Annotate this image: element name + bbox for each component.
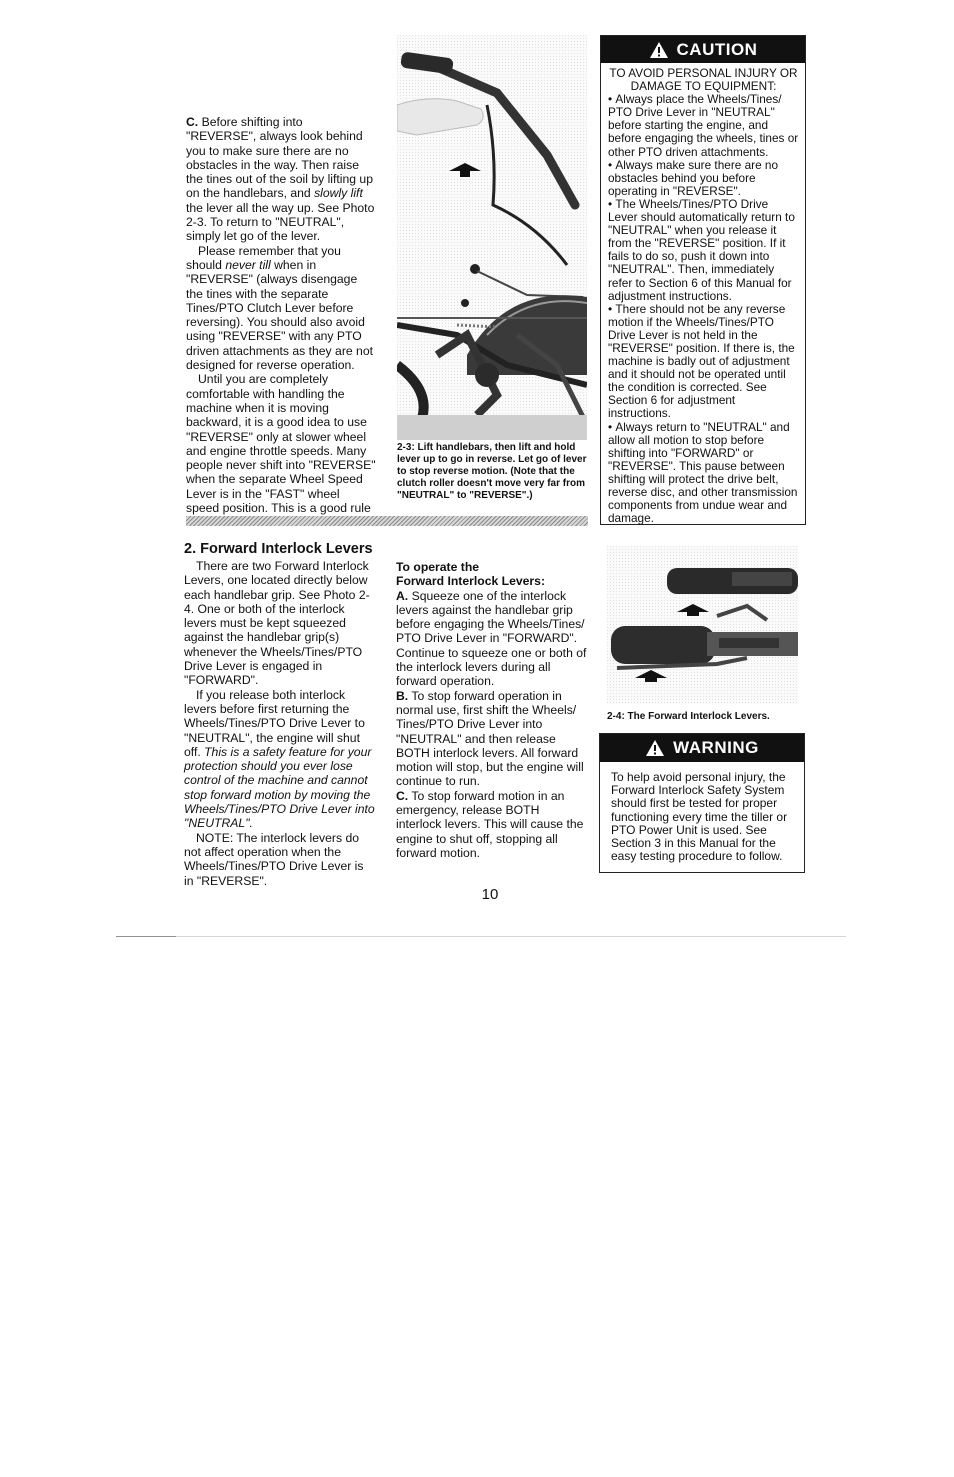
paragraph <box>184 688 376 831</box>
caution-item: • Always make sure there are no obstacles behind you before operating in "REVERSE". <box>608 159 799 198</box>
caution-lead: TO AVOID PERSONAL INJURY OR DAMAGE TO EQUIPMENT: <box>609 66 798 94</box>
emphasis: slowly lift <box>314 186 363 201</box>
step-b <box>396 689 588 789</box>
operate-instructions <box>396 560 588 860</box>
warning-triangle-icon <box>645 739 665 757</box>
label: C. <box>396 788 409 803</box>
warning-header <box>600 734 804 762</box>
text: Before shifting into "REVERSE", always look behind you to make sure there are no obstacles in the way. Then raise the tines out of the soil by lifting up on the handlebars, and <box>186 115 373 201</box>
warning-title: WARNING <box>673 738 759 757</box>
subheading: Forward Interlock Levers: <box>396 574 546 589</box>
photo-2-3 <box>397 35 587 440</box>
caution-item: • There should not be any reverse motion if the Wheels/Tines/PTO Drive Lever is not held in the "REVERSE" position. If there is, the machine is badly out of adjustment and it should not be operated until the condition is corrected. See Section 6 for adjustment instructions. <box>608 303 799 421</box>
section-divider <box>186 516 588 526</box>
caution-list <box>608 93 799 525</box>
text: Please remember that you should <box>186 243 341 272</box>
interlock-description <box>184 559 376 888</box>
warning-box <box>599 733 805 873</box>
text: when in "REVERSE" (always disengage the tines with the separate Tines/PTO Clutch Lever before reversing). You should also avoid using "REVERSE" with any PTO driven attachments as they are not designed for reverse operation. <box>186 257 373 373</box>
section-heading: 2. Forward Interlock Levers <box>184 541 373 557</box>
text: To stop forward operation in normal use, first shift the Wheels/ Tines/PTO Drive Lever into "NEUTRAL" and then release BOTH interlock levers. All forward motion will stop, but the engine will continue to run. <box>396 688 584 789</box>
warning-triangle-icon <box>649 41 669 59</box>
paragraph-c <box>186 115 376 244</box>
label: B. <box>396 688 409 703</box>
step-a <box>396 589 588 689</box>
text: Squeeze one of the interlock levers against the handlebar grip before engaging the Wheels/Tines/ PTO Drive Lever in "FORWARD". Continue to squeeze one or both of the interlock levers during all forward operation. <box>396 588 587 689</box>
step-c <box>396 789 588 860</box>
page-number: 10 <box>481 886 499 903</box>
text: the lever all the way up. See Photo 2-3. To return to "NEUTRAL", simply let go of the lever. <box>186 200 375 244</box>
text: If you release both interlock levers before first returning the Wheels/Tines/PTO Drive Lever to "NEUTRAL", the engine will shut off. <box>184 687 365 759</box>
reverse-instructions <box>186 115 376 530</box>
paragraph: There are two Forward Interlock Levers, one located directly below each handlebar grip. See Photo 2-4. One or both of the interlock levers must be kept squeezed against the handlebar grip(s) whenever the Wheels/Tines/PTO Drive Lever is engaged in "FORWARD". <box>184 559 370 688</box>
caution-title: CAUTION <box>676 39 758 59</box>
caution-item: • Always place the Wheels/Tines/ PTO Drive Lever in "NEUTRAL" before starting the engine, and before engaging the wheels, tines or other PTO driven attachments. <box>608 93 799 158</box>
photo-2-3-caption: 2-3: Lift handlebars, then lift and hold lever up to go in reverse. Let go of lever to stop reverse motion. (Note that the clutch roller doesn't move very far from "NEUTRAL" to "REVERSE".) <box>397 442 587 501</box>
note: NOTE: The interlock levers do not affect operation when the Wheels/Tines/PTO Drive Lever is in "REVERSE". <box>184 830 364 888</box>
tiller-handlebar-photo <box>397 35 587 440</box>
photo-2-4 <box>607 546 798 704</box>
caution-item: • The Wheels/Tines/PTO Drive Lever should automatically return to "NEUTRAL" when you release it from the "REVERSE" position. If it fails to do so, push it down into "NEUTRAL". Then, immediately refer to Section 6 of this Manual for adjustment instructions. <box>608 198 799 303</box>
label: A. <box>396 588 409 603</box>
caution-box <box>600 35 806 525</box>
emphasis: This is a safety feature for your protection should you ever lose control of the machine and cannot stop forward motion by moving the Wheels/Tines/PTO Drive Lever into "NEUTRAL". <box>184 744 375 831</box>
caution-header <box>601 36 805 63</box>
paragraph-never-till <box>186 244 376 373</box>
subheading: To operate the <box>396 560 480 574</box>
warning-body: To help avoid personal injury, the Forward Interlock Safety System should first be tested for proper functioning every time the tiller or PTO Power Unit is used. See Section 3 in this Manual for the easy testing procedure to follow. <box>611 770 788 864</box>
divider <box>116 936 846 937</box>
emphasis: never till <box>225 257 271 272</box>
paragraph-slow-speeds: Until you are completely comfortable with handling the machine when it is moving backward, it is a good idea to use "REVERSE" only at slower wheel and engine throttle speeds. Many people never shift into "REVERSE" when the separate Wheel Speed Lever is in the "FAST" wheel speed position. This is a good rule <box>186 372 376 516</box>
photo-2-4-caption: 2-4: The Forward Interlock Levers. <box>607 711 770 722</box>
interlock-levers-photo <box>607 546 798 704</box>
caution-body <box>601 63 805 525</box>
caution-item: • Always return to "NEUTRAL" and allow all motion to stop before shifting into "FORWARD" or "REVERSE". This pause between shifting will protect the drive belt, reverse disc, and other transmission components from undue wear and damage. <box>608 421 799 526</box>
label-c: C. <box>186 115 199 129</box>
text: To stop forward motion in an emergency, release BOTH interlock levers. This will cause the engine to shut off, stopping all forward motion. <box>396 788 584 860</box>
